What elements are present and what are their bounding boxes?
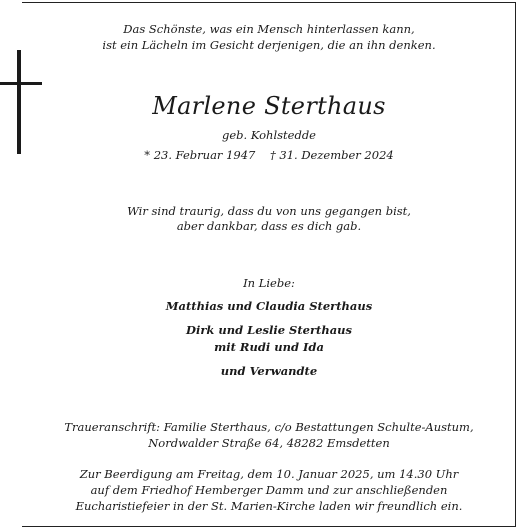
mourner-family-2: Dirk und Leslie Sterthaus: [185, 323, 353, 337]
address-line-2: Nordwalder Straße 64, 48282 Emsdetten: [148, 436, 390, 450]
address-line-1: Traueranschrift: Familie Sterthaus, c/o Bestattungen Schulte-Austum,: [64, 420, 474, 434]
message-line-1: Wir sind traurig, dass du von uns gegangen bist,: [127, 204, 411, 218]
funeral-line-3: Eucharistiefeier in der St. Marien-Kirche laden wir freundlich ein.: [75, 499, 463, 513]
quote-line-1: Das Schönste, was ein Mensch hinterlassen kann,: [123, 22, 415, 36]
mourner-family-2-children: mit Rudi und Ida: [214, 340, 324, 354]
message-line-2: aber dankbar, dass es dich gab.: [176, 219, 362, 233]
life-dates: * 23. Februar 1947 † 31. Dezember 2024: [144, 148, 394, 162]
birth-name: geb. Kohlstedde: [222, 128, 316, 142]
mourner-relatives: und Verwandte: [220, 364, 318, 378]
mourner-family-1: Matthias und Claudia Sterthaus: [165, 299, 373, 313]
funeral-line-1: Zur Beerdigung am Freitag, dem 10. Januar 2025, um 14.30 Uhr: [79, 467, 459, 481]
deceased-name: Marlene Sterthaus: [152, 92, 386, 120]
mourners-intro: In Liebe:: [243, 276, 295, 290]
funeral-line-2: auf dem Friedhof Hemberger Damm und zur anschließenden: [90, 483, 448, 497]
quote-line-2: ist ein Lächeln im Gesicht derjenigen, die an ihn denken.: [102, 38, 436, 52]
